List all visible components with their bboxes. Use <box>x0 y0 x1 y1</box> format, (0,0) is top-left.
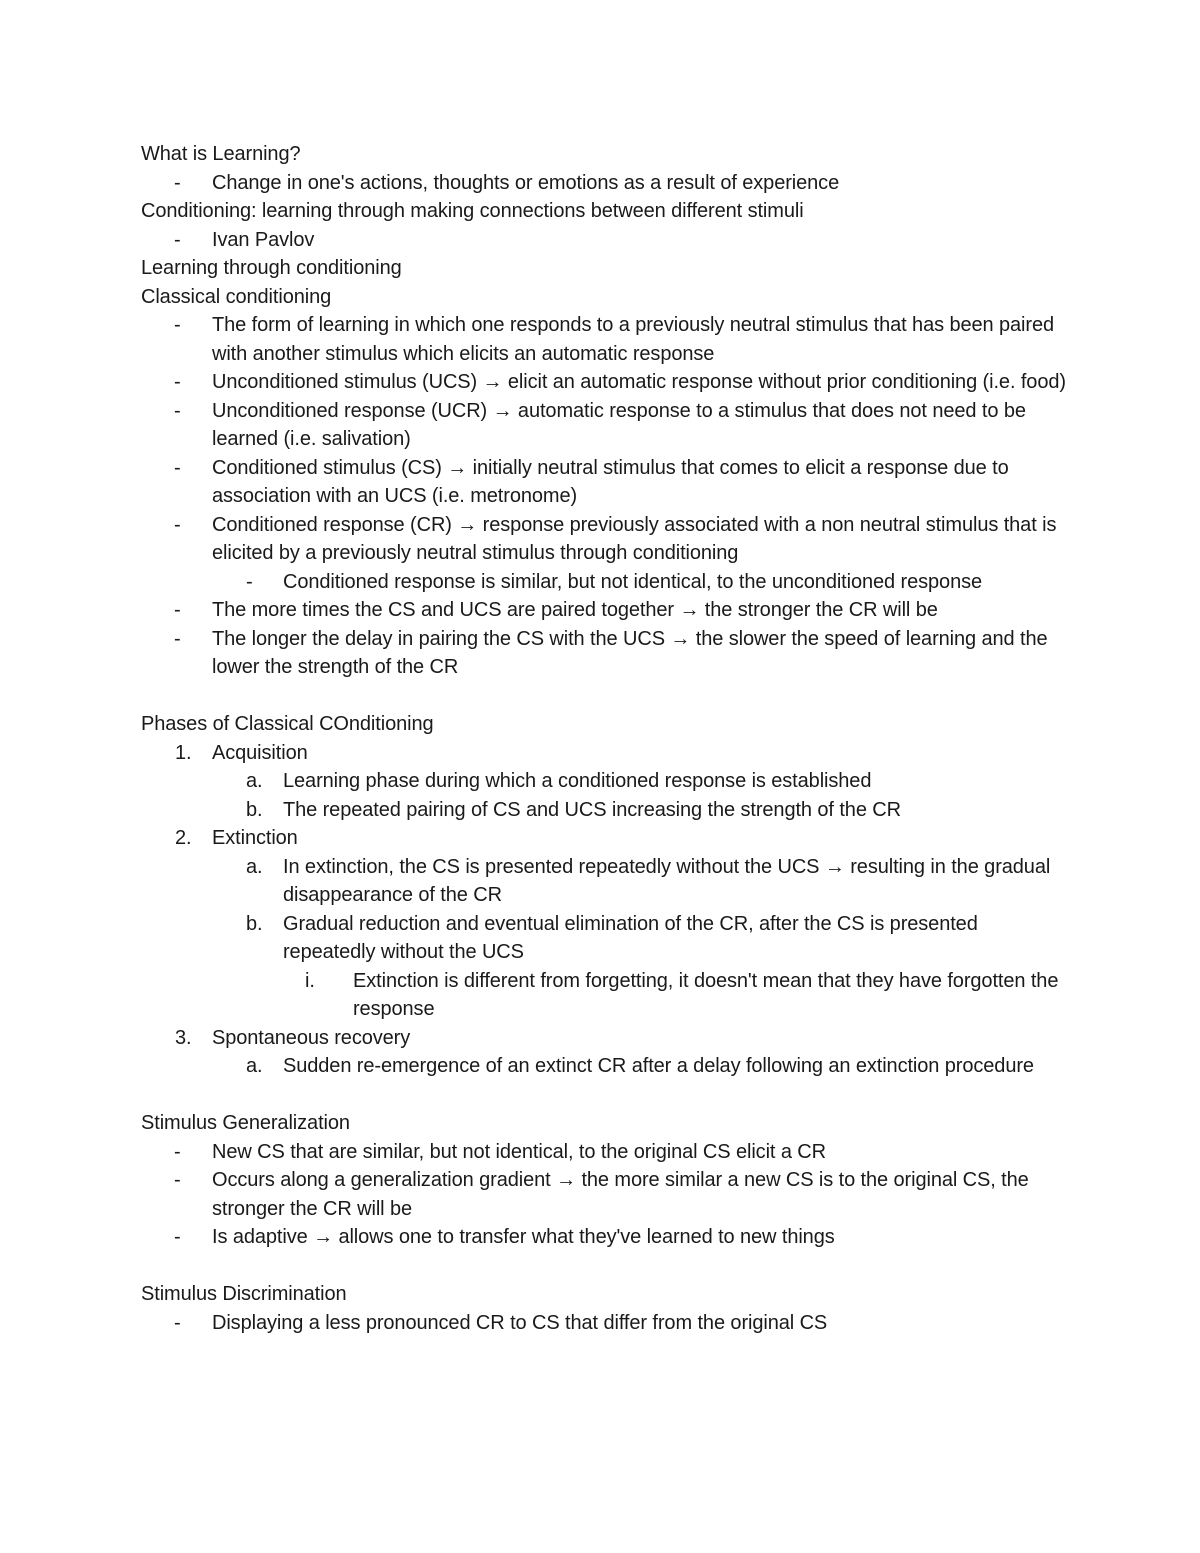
roman-item <box>141 967 1071 1024</box>
list-item-text: Conditioned stimulus (CS) → initially neutral stimulus that comes to elicit a response due to association with an UCS (i.e. metronome) <box>212 456 1009 507</box>
list-item-text: The form of learning in which one responds to a previously neutral stimulus that has been paired with another stimulus which elicits an automatic response <box>212 314 1054 365</box>
lettered-item-text: Sudden re-emergence of an extinct CR after a delay following an extinction procedure <box>283 1055 1034 1077</box>
numbered-item <box>141 824 1071 853</box>
blank-line <box>141 682 1071 711</box>
lettered-item <box>141 910 1071 967</box>
bullet-marker: - <box>174 456 181 479</box>
list-item <box>141 368 1071 397</box>
list-item-text: The longer the delay in pairing the CS with the UCS → the slower the speed of learning and the lower the strength of the CR <box>212 627 1048 678</box>
letter-marker: a. <box>246 855 263 878</box>
numbered-item <box>141 1024 1071 1053</box>
list-item <box>141 311 1071 368</box>
bullet-marker: - <box>174 1140 181 1163</box>
heading-stimulus-generalization: Stimulus Generalization <box>141 1112 350 1134</box>
lettered-item <box>141 1052 1071 1081</box>
numbered-item <box>141 739 1071 768</box>
bullet-marker: - <box>174 513 181 536</box>
bullet-marker: - <box>174 228 181 251</box>
bullet-marker: - <box>174 1311 181 1334</box>
heading-classical-conditioning: Classical conditioning <box>141 285 332 308</box>
numbered-item-text: Spontaneous recovery <box>212 1026 411 1049</box>
bullet-marker: - <box>174 1169 181 1191</box>
list-item-text: Change in one's actions, thoughts or emotions as a result of experience <box>212 171 840 194</box>
numbered-item-text: Extinction <box>212 827 298 849</box>
lettered-item-text: The repeated pairing of CS and UCS increasing the strength of the CR <box>283 798 901 821</box>
heading-what-is-learning: What is Learning? <box>141 143 301 165</box>
list-item <box>141 1166 1071 1223</box>
list-item-text: Is adaptive → allows one to transfer what they've learned to new things <box>212 1226 835 1248</box>
letter-marker: a. <box>246 1055 263 1077</box>
number-marker: 1. <box>175 741 192 764</box>
blank-line <box>141 1081 1071 1110</box>
lettered-item-text: In extinction, the CS is presented repeatedly without the UCS → resulting in the gradual disappearance of the CR <box>283 855 1051 906</box>
roman-marker: i. <box>305 969 315 992</box>
list-item-text: Unconditioned response (UCR) → automatic response to a stimulus that does not need to be learned (i.e. salivation) <box>212 399 1026 450</box>
lettered-item <box>141 767 1071 796</box>
lettered-item-text: Learning phase during which a conditioned response is established <box>283 770 872 792</box>
list-item <box>141 169 1071 198</box>
list-item <box>141 511 1071 568</box>
sub-list-item <box>141 568 1071 597</box>
list-item <box>141 625 1071 682</box>
list-item <box>141 454 1071 511</box>
bullet-marker: - <box>174 1226 181 1248</box>
lettered-item <box>141 853 1071 910</box>
bullet-marker: - <box>174 171 181 194</box>
list-item <box>141 226 1071 255</box>
list-item <box>141 397 1071 454</box>
number-marker: 3. <box>175 1026 192 1049</box>
list-item-text: New CS that are similar, but not identical, to the original CS elicit a CR <box>212 1140 826 1163</box>
bullet-marker: - <box>174 314 181 336</box>
heading-conditioning: Conditioning: learning through making connections between different stimuli <box>141 200 804 222</box>
list-item-text: The more times the CS and UCS are paired together → the stronger the CR will be <box>212 599 938 621</box>
bullet-marker: - <box>174 599 181 621</box>
roman-item-text: Extinction is different from forgetting, it doesn't mean that they have forgotten the response <box>353 969 1059 1020</box>
list-item <box>141 596 1071 625</box>
list-item-text: Ivan Pavlov <box>212 228 315 251</box>
letter-marker: a. <box>246 770 263 792</box>
blank-line <box>141 1252 1071 1281</box>
list-item-text: Unconditioned stimulus (UCS) → elicit an automatic response without prior conditioning (i.e. food) <box>212 371 1066 393</box>
letter-marker: b. <box>246 912 263 935</box>
bullet-marker: - <box>174 371 181 393</box>
notes-body <box>141 140 1071 1337</box>
numbered-item-text: Acquisition <box>212 741 308 764</box>
list-item <box>141 1223 1071 1252</box>
list-item-text: Occurs along a generalization gradient → the more similar a new CS is to the original CS, the stronger the CR will be <box>212 1169 1029 1220</box>
lettered-item-text: Gradual reduction and eventual elimination of the CR, after the CS is presented repeatedly without the UCS <box>283 912 978 963</box>
list-item-text: Conditioned response (CR) → response previously associated with a non neutral stimulus that is elicited by a previously neutral stimulus through conditioning <box>212 513 1057 564</box>
number-marker: 2. <box>175 827 192 849</box>
list-item <box>141 1138 1071 1167</box>
letter-marker: b. <box>246 798 263 821</box>
lettered-item <box>141 796 1071 825</box>
bullet-marker: - <box>174 627 181 650</box>
bullet-marker: - <box>246 570 253 593</box>
list-item-text: Displaying a less pronounced CR to CS that differ from the original CS <box>212 1311 828 1334</box>
list-item-text: Conditioned response is similar, but not identical, to the unconditioned response <box>283 570 983 593</box>
list-item <box>141 1309 1071 1338</box>
heading-learning-through-conditioning: Learning through conditioning <box>141 257 402 279</box>
heading-stimulus-discrimination: Stimulus Discrimination <box>141 1283 347 1305</box>
heading-phases: Phases of Classical COnditioning <box>141 713 434 735</box>
bullet-marker: - <box>174 399 181 422</box>
